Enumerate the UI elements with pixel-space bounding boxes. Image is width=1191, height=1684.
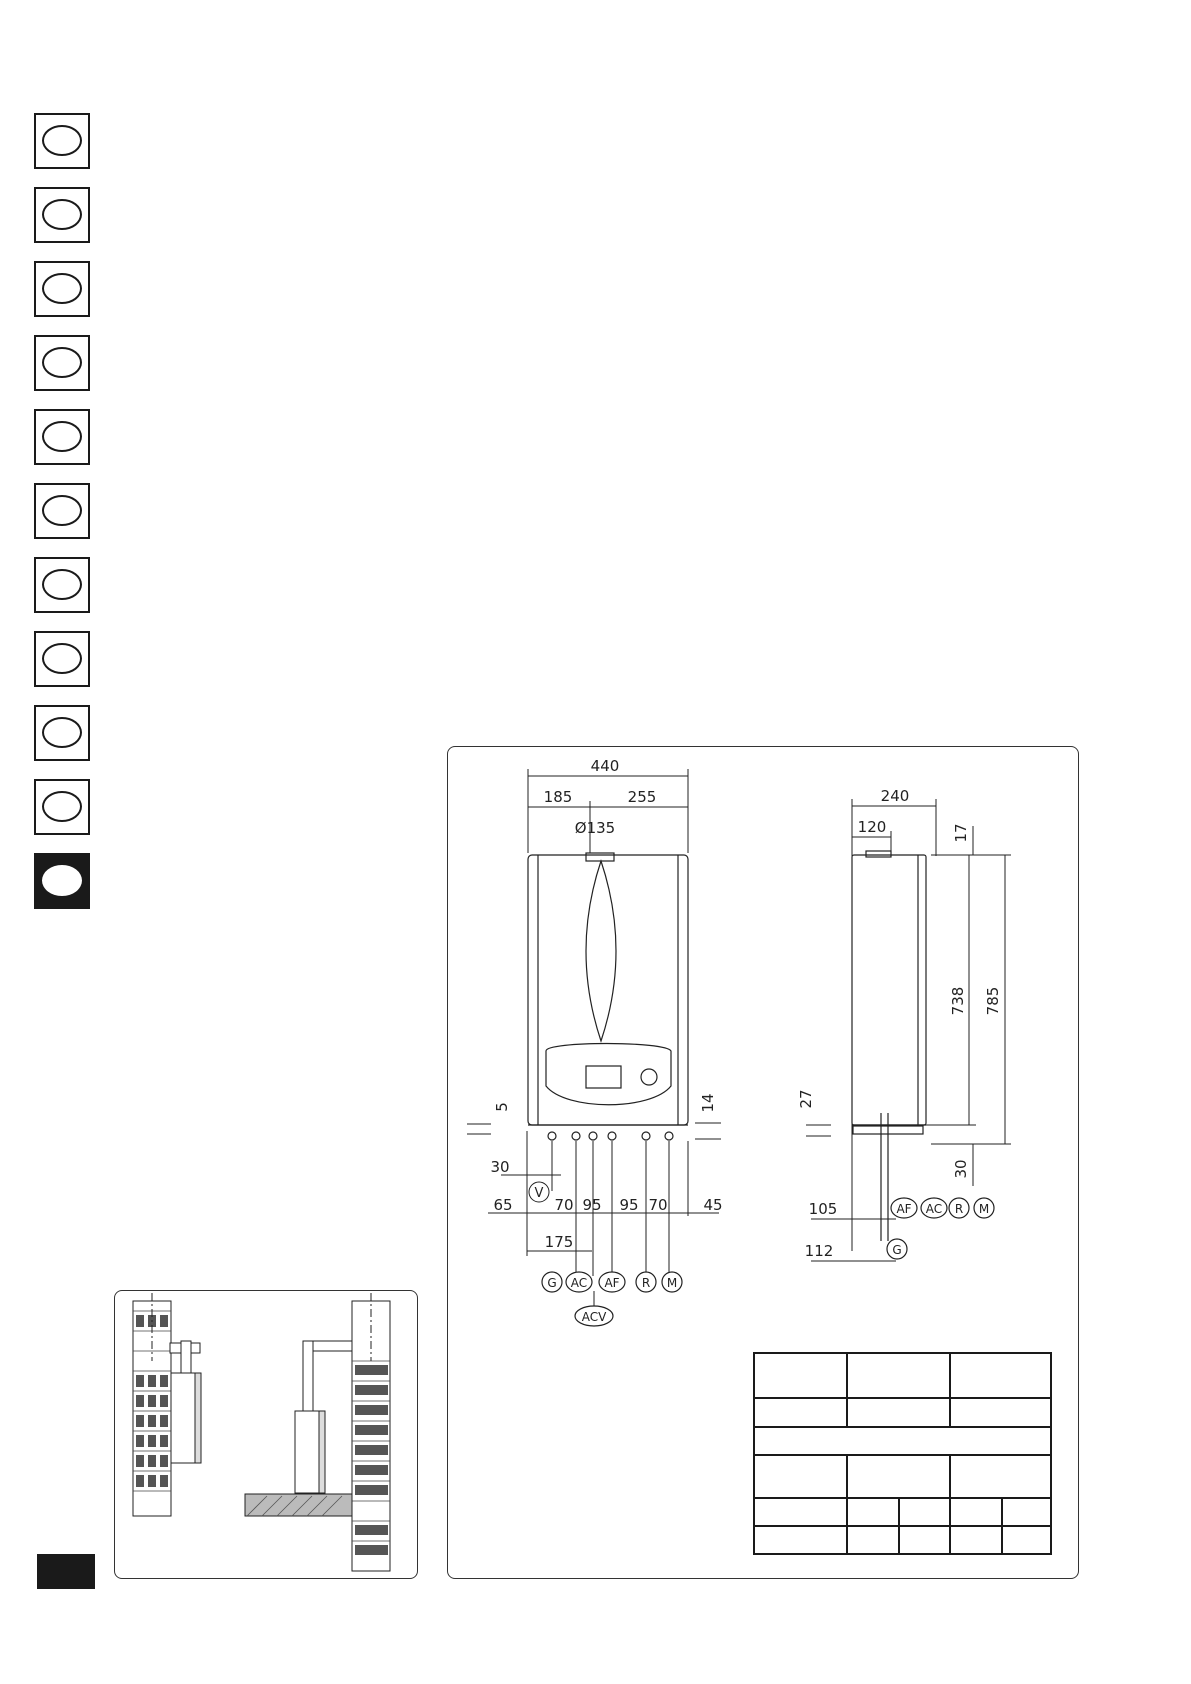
- conn-label-m: M: [666, 1276, 678, 1290]
- language-tab-4[interactable]: [34, 335, 90, 391]
- language-tab-3[interactable]: [34, 261, 90, 317]
- side-conn-label-m: M: [978, 1202, 990, 1216]
- oval-icon: [42, 717, 82, 748]
- language-tab-9[interactable]: [34, 705, 90, 761]
- dim-top-gap: 17: [952, 823, 970, 843]
- dim-left-offset: 185: [543, 788, 573, 806]
- side-conn-label-g: G: [892, 1243, 902, 1257]
- oval-icon: [42, 125, 82, 156]
- oval-icon: [42, 643, 82, 674]
- page-number-block: [37, 1554, 95, 1589]
- specs-table: [754, 1353, 1051, 1554]
- dim-spacing-1: 65: [493, 1196, 513, 1214]
- dim-width-total: 440: [590, 757, 620, 775]
- dim-bottom-gap: 5: [493, 1102, 511, 1112]
- oval-icon: [42, 865, 82, 896]
- oval-icon: [42, 495, 82, 526]
- language-tab-6[interactable]: [34, 483, 90, 539]
- oval-icon: [42, 347, 82, 378]
- dim-lower-gap: 30: [952, 1159, 970, 1179]
- dim-flue-diameter: Ø135: [574, 819, 616, 837]
- dim-rear-offset-2: 112: [804, 1242, 834, 1260]
- dim-right-offset: 255: [627, 788, 657, 806]
- oval-icon: [42, 421, 82, 452]
- dim-spacing-3: 95: [582, 1196, 602, 1214]
- language-tab-1[interactable]: [34, 113, 90, 169]
- conn-label-r: R: [641, 1276, 651, 1290]
- oval-icon: [42, 273, 82, 304]
- dim-depth: 240: [880, 787, 910, 805]
- language-tab-10[interactable]: [34, 779, 90, 835]
- dim-spacing-6: 45: [703, 1196, 723, 1214]
- conn-label-g: G: [547, 1276, 557, 1290]
- dim-flue-offset: 120: [857, 818, 887, 836]
- conn-label-af: AF: [604, 1276, 620, 1290]
- side-conn-label-af: AF: [896, 1202, 912, 1216]
- dim-spacing-5: 70: [648, 1196, 668, 1214]
- dim-valve-offset: 30: [490, 1158, 510, 1176]
- language-tab-8[interactable]: [34, 631, 90, 687]
- dim-bottom-offset: 27: [797, 1089, 815, 1109]
- dimensions-drawing: [448, 747, 1078, 1577]
- language-tab-11-active[interactable]: [34, 853, 90, 909]
- installation-illustration-panel: [114, 1290, 418, 1579]
- conn-label-ac: AC: [570, 1276, 588, 1290]
- dim-spacing-4: 95: [619, 1196, 639, 1214]
- oval-icon: [42, 199, 82, 230]
- dim-gas-offset: 175: [544, 1233, 574, 1251]
- oval-icon: [42, 569, 82, 600]
- dim-rear-offset-1: 105: [808, 1200, 838, 1218]
- dim-total-height: 785: [984, 986, 1002, 1016]
- side-conn-label-ac: AC: [925, 1202, 943, 1216]
- dim-body-height: 738: [949, 986, 967, 1016]
- side-conn-label-r: R: [954, 1202, 964, 1216]
- oval-icon: [42, 791, 82, 822]
- installation-illustration: [115, 1291, 415, 1576]
- dim-side-gap: 14: [699, 1093, 717, 1113]
- language-tab-2[interactable]: [34, 187, 90, 243]
- dim-spacing-2: 70: [554, 1196, 574, 1214]
- conn-label-acv: ACV: [581, 1310, 607, 1324]
- dimensions-panel: [447, 746, 1079, 1579]
- language-tab-7[interactable]: [34, 557, 90, 613]
- language-tab-5[interactable]: [34, 409, 90, 465]
- label-valve: V: [534, 1186, 544, 1201]
